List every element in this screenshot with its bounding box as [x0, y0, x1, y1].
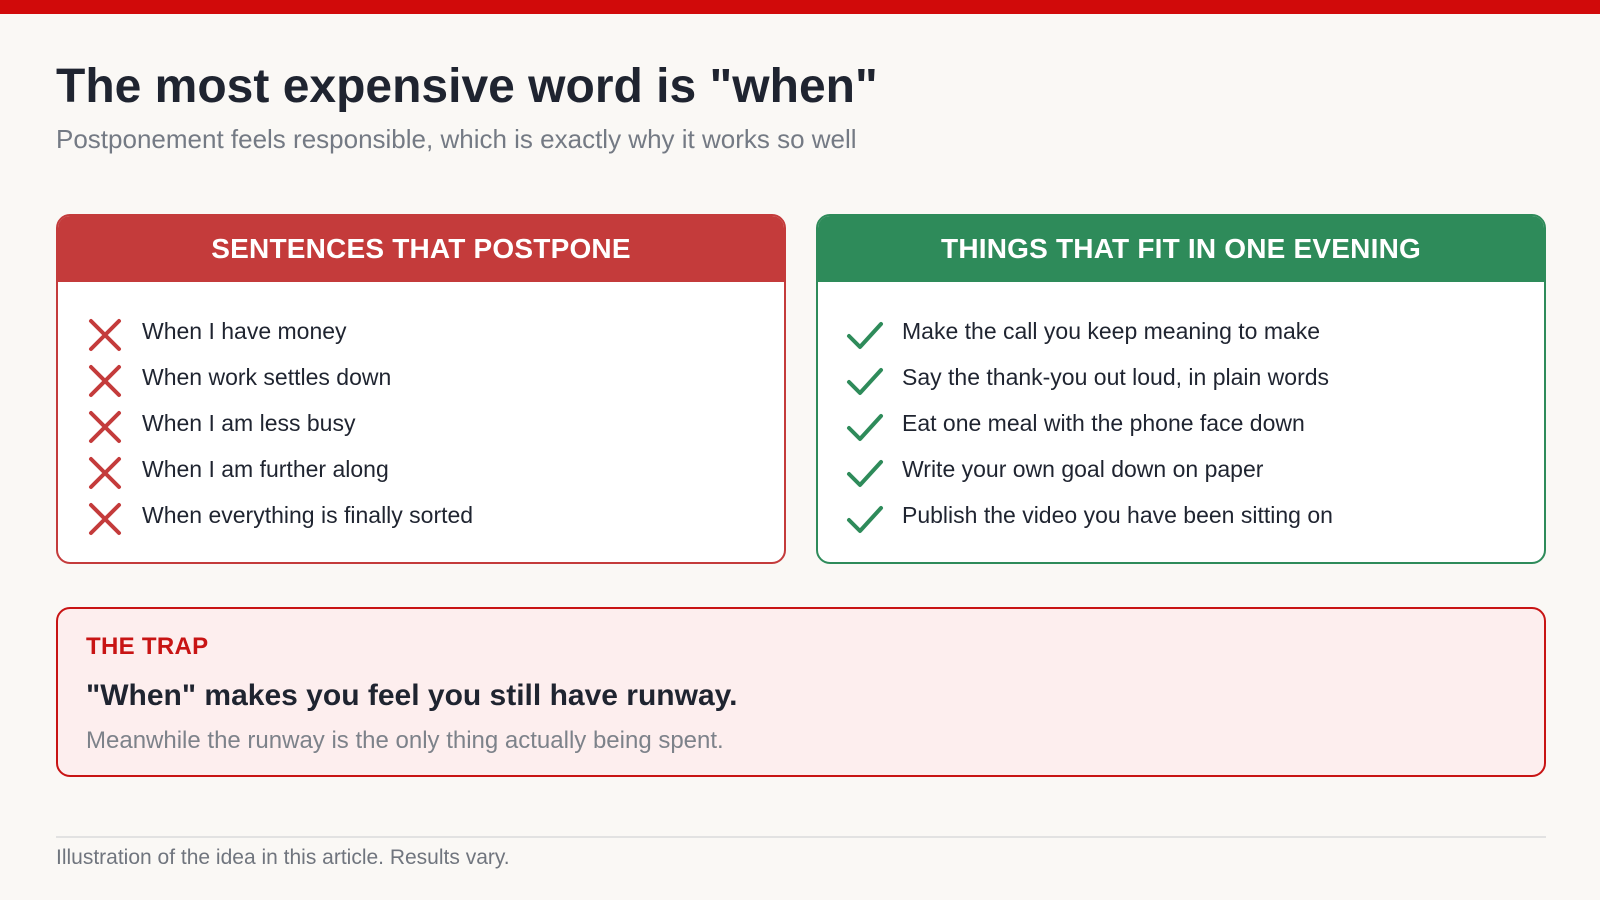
- list-item: [818, 492, 1544, 538]
- list-item-text: When everything is finally sorted: [142, 501, 474, 528]
- trap-label: THE TRAP: [86, 633, 209, 660]
- page-subtitle: Postponement feels responsible, which is exactly why it works so well: [56, 123, 857, 154]
- postpone-panel-heading: SENTENCES THAT POSTPONE: [58, 216, 784, 282]
- checkmark-icon: [846, 408, 884, 446]
- list-item: [58, 308, 784, 354]
- list-item-text: Make the call you keep meaning to make: [902, 317, 1321, 344]
- postpone-list: [58, 282, 784, 538]
- postpone-sentences-panel: [56, 214, 786, 564]
- page-title: The most expensive word is "when": [56, 60, 878, 113]
- one-evening-list: [818, 282, 1544, 538]
- list-item-text: When I have money: [142, 317, 347, 344]
- one-evening-panel: [816, 214, 1546, 564]
- list-item: [818, 400, 1544, 446]
- trap-headline: "When" makes you feel you still have runway.: [86, 679, 738, 712]
- list-item: [818, 354, 1544, 400]
- list-item: [58, 492, 784, 538]
- checkmark-icon: [846, 454, 884, 492]
- list-item: [818, 308, 1544, 354]
- list-item-text: Publish the video you have been sitting on: [902, 501, 1333, 528]
- list-item-text: When work settles down: [142, 363, 392, 390]
- page-header: [56, 58, 1546, 155]
- top-accent-bar: [0, 0, 1600, 14]
- list-item: [818, 446, 1544, 492]
- cross-icon: [86, 362, 124, 400]
- list-item: [58, 446, 784, 492]
- cross-icon: [86, 454, 124, 492]
- cross-icon: [86, 316, 124, 354]
- list-item-text: Write your own goal down on paper: [902, 455, 1264, 482]
- checkmark-icon: [846, 316, 884, 354]
- checkmark-icon: [846, 362, 884, 400]
- trap-body: Meanwhile the runway is the only thing actually being spent.: [86, 727, 724, 754]
- trap-callout: [56, 607, 1546, 777]
- footer-divider: [56, 836, 1546, 838]
- one-evening-panel-heading: THINGS THAT FIT IN ONE EVENING: [818, 216, 1544, 282]
- checkmark-icon: [846, 500, 884, 538]
- cross-icon: [86, 408, 124, 446]
- cross-icon: [86, 500, 124, 538]
- list-item: [58, 354, 784, 400]
- list-item-text: When I am less busy: [142, 409, 356, 436]
- list-item-text: Eat one meal with the phone face down: [902, 409, 1305, 436]
- footer-note: Illustration of the idea in this article. Results vary.: [56, 846, 510, 869]
- list-item-text: Say the thank-you out loud, in plain words: [902, 363, 1330, 390]
- list-item: [58, 400, 784, 446]
- list-item-text: When I am further along: [142, 455, 389, 482]
